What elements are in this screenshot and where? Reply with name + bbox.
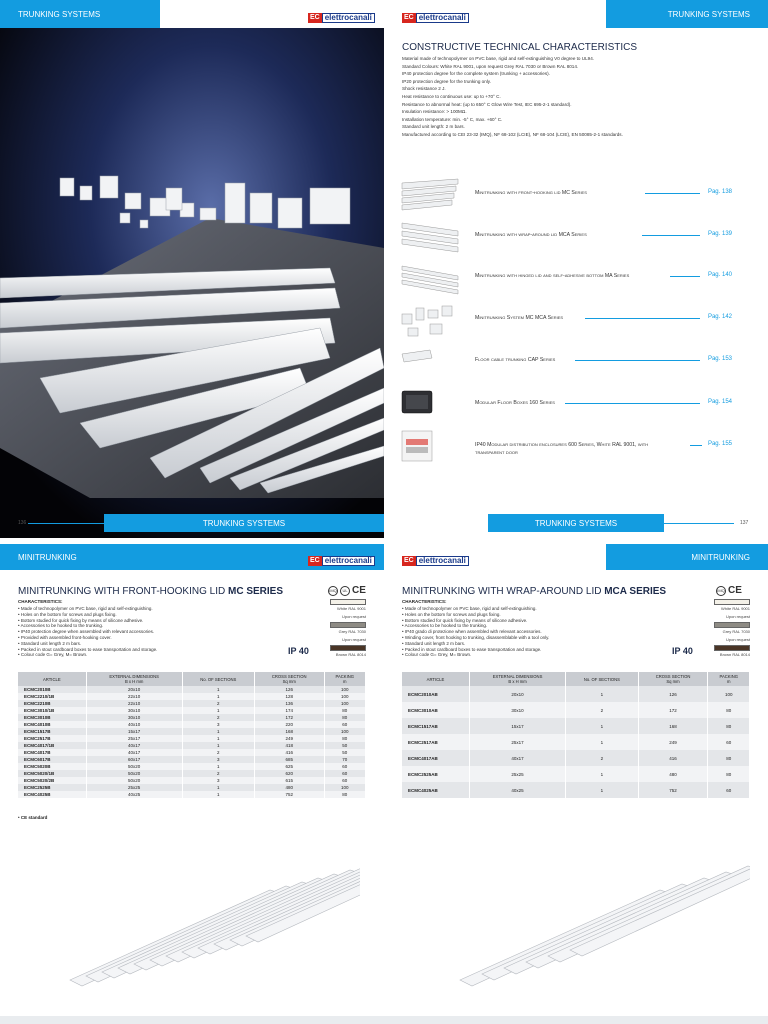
colour-swatch-grey	[330, 622, 366, 628]
ce-mark-icon: CE	[352, 585, 366, 596]
table-cell: 50	[324, 749, 365, 756]
mc-series-thumbnail	[400, 175, 462, 215]
table-cell: 40x25	[86, 791, 182, 798]
swatch-label: White RAL 9001	[721, 606, 750, 611]
ma-series-thumbnail	[400, 258, 462, 298]
table-cell: 80	[324, 791, 365, 798]
logo-mark: EC	[404, 14, 414, 21]
footnote: • CE standard	[18, 815, 48, 820]
table-cell: 174	[254, 707, 324, 714]
header-title: MINITRUNKING	[18, 552, 77, 562]
table-cell: 80	[708, 750, 750, 766]
title-series: MCA SERIES	[604, 586, 667, 597]
table-cell: 20x10	[469, 686, 565, 702]
ip-rating: IP 40	[672, 646, 693, 656]
table-row	[402, 750, 750, 766]
series-page: Pag. 153	[707, 356, 732, 362]
mca-trunking-illustration	[450, 830, 750, 1010]
brand-logo	[308, 13, 375, 23]
article-code: ECMC4017B	[18, 749, 86, 756]
list-item: • Colour code G= Grey, M= Brown.	[402, 652, 472, 658]
table-cell: 1	[566, 718, 638, 734]
table-row	[18, 763, 366, 770]
series-page: Pag. 154	[707, 399, 732, 405]
article-code: ECMC2517B	[18, 735, 86, 742]
series-page: Pag. 155	[707, 441, 732, 447]
article-code: ECMC3010/1B	[18, 707, 86, 714]
table-cell: 30x10	[86, 714, 182, 721]
swatch-label: Brown RAL 8014	[335, 652, 366, 657]
column-header: PACKING m	[324, 672, 365, 686]
series-label: IP40 Modular distribution enclosures 600 Series, White RAL 9001, with transparent door	[475, 442, 649, 456]
table-cell: 249	[254, 735, 324, 742]
table-cell: 15x17	[469, 718, 565, 734]
floor-trunking-thumbnail	[400, 342, 462, 382]
table-header-row	[402, 672, 750, 686]
footer-label: TRUNKING SYSTEMS	[534, 518, 618, 528]
table-cell: 25x17	[86, 735, 182, 742]
table-cell: 2	[182, 714, 254, 721]
list-item: • Made of technopolymer on PVC base, rigid and self-extinguishing.	[18, 606, 153, 611]
table-cell: 100	[324, 686, 365, 693]
leader-line	[642, 235, 700, 236]
table-cell: 480	[638, 766, 708, 782]
tech-characteristics-title: CONSTRUCTIVE TECHNICAL CHARACTERISTICS	[402, 42, 638, 53]
article-code: ECMC2525B	[18, 784, 86, 791]
list-item: • Standard unit length 2 m bars.	[18, 640, 82, 646]
series-label: Modular Floor Boxes 160 Series	[475, 400, 555, 406]
article-code: ECMC1517B	[18, 728, 86, 735]
series-page: Pag. 139	[707, 231, 732, 237]
table-cell: 1	[182, 693, 254, 700]
series-label: Minitrunking with front-hooking lid MC Series	[475, 190, 587, 196]
title-series: MC SERIES	[228, 586, 284, 597]
article-code: ECMC4010B	[18, 721, 86, 728]
tech-line: Installation temperature: min. -5° C, max. +60° C.	[402, 116, 503, 122]
ip-rating: IP 40	[288, 646, 309, 656]
list-item: • Packed in stout cardboard boxes to ease transportation and storage.	[402, 646, 542, 652]
table-row	[402, 718, 750, 734]
column-header: No. OF SECTIONS	[566, 672, 638, 686]
swatch-label: Upon request	[725, 637, 750, 642]
logo-name: elettrocanali	[416, 13, 469, 23]
table-row	[18, 735, 366, 742]
series-link-floor-boxes[interactable]	[400, 385, 750, 425]
table-header-row	[18, 672, 366, 686]
table-cell: 80	[708, 766, 750, 782]
table-cell: 30x10	[86, 707, 182, 714]
table-cell: 1	[182, 742, 254, 749]
table-cell: 3	[182, 721, 254, 728]
table-row	[18, 700, 366, 707]
table-cell: 172	[638, 702, 708, 718]
footer-bar-top-left	[104, 514, 384, 532]
certification-marks	[328, 586, 366, 596]
mca-spec-table	[402, 672, 750, 798]
article-code: ECMC5020B	[18, 763, 86, 770]
table-cell: 80	[324, 714, 365, 721]
series-link-mca[interactable]	[400, 217, 750, 257]
table-row	[18, 714, 366, 721]
article-code: ECMC4025AB	[402, 782, 469, 798]
title-text: MINITRUNKING WITH WRAP-AROUND LID	[402, 586, 605, 597]
list-item: • IP40 protection degree when assembled with relevant accessories.	[18, 629, 155, 635]
table-cell: 60	[324, 763, 365, 770]
table-cell: 70	[324, 756, 365, 763]
characteristics-heading: CHARACTERISTICS:	[402, 599, 447, 604]
swatch-label: Upon request	[341, 637, 366, 642]
table-cell: 80	[708, 702, 750, 718]
certification-marks	[716, 586, 742, 596]
imq-mark-icon: IMQ	[716, 586, 726, 596]
brand-logo-right	[402, 13, 469, 23]
table-row	[18, 728, 366, 735]
table-cell: 25x17	[469, 734, 565, 750]
table-cell: 620	[254, 770, 324, 777]
series-page: Pag. 138	[707, 189, 732, 195]
table-cell: 1	[182, 707, 254, 714]
table-cell: 40x17	[469, 750, 565, 766]
accessories-thumbnail	[400, 300, 462, 340]
tech-line: Material made of technopolymer on PVC base, rigid and self-extinguishing V0 degree to UL94.	[402, 56, 595, 61]
tech-line: Standard unit length: 2 m bars.	[402, 124, 465, 130]
table-cell: 80	[324, 735, 365, 742]
table-cell: 752	[254, 791, 324, 798]
table-cell: 1	[182, 686, 254, 693]
table-cell: 752	[638, 782, 708, 798]
tech-characteristics-text	[402, 55, 752, 139]
brand-logo-mca	[402, 556, 469, 566]
page-number-right: 137	[740, 520, 749, 526]
swatch-label: Brown RAL 8014	[719, 652, 750, 657]
header-bar-top-right	[606, 0, 768, 28]
series-link-mc[interactable]	[400, 175, 750, 215]
article-code: ECMC3010B	[18, 714, 86, 721]
column-header: CROSS SECTION Sq mm	[638, 672, 708, 686]
table-cell: 25x25	[469, 766, 565, 782]
mc-spec-table	[18, 672, 366, 798]
tech-line: Insulation resistance: > 100MΩ.	[402, 109, 467, 115]
table-cell: 220	[254, 721, 324, 728]
table-cell: 1	[182, 763, 254, 770]
table-cell: 168	[638, 718, 708, 734]
page-number-left: 136	[18, 520, 27, 526]
bottom-strip	[0, 1016, 768, 1024]
table-cell: 20x10	[86, 686, 182, 693]
article-code: ECMC4017/1B	[18, 742, 86, 749]
list-item: • Provided with assembled front-hooking cover.	[18, 634, 112, 640]
article-code: ECMC2517AB	[402, 734, 469, 750]
table-cell: 25x25	[86, 784, 182, 791]
table-cell: 40x17	[86, 742, 182, 749]
table-row	[402, 782, 750, 798]
column-header: CROSS SECTION Sq mm	[254, 672, 324, 686]
table-cell: 100	[324, 784, 365, 791]
leader-line	[670, 276, 700, 277]
table-row	[18, 777, 366, 784]
table-cell: 60	[324, 770, 365, 777]
header-bar-top-left	[0, 0, 160, 28]
imq-mark-icon: IMQ	[328, 586, 338, 596]
article-code: ECMC4017AB	[402, 750, 469, 766]
table-cell: 22x10	[86, 700, 182, 707]
logo-mark: EC	[310, 14, 320, 21]
footer-bar-top-right	[488, 514, 664, 532]
list-item: • IP40 grado di protezione when assembled with relevant accessories.	[402, 629, 542, 635]
header-title: TRUNKING SYSTEMS	[18, 9, 101, 19]
table-cell: 3	[182, 756, 254, 763]
table-cell: 100	[324, 728, 365, 735]
article-code: ECMC2210B	[18, 700, 86, 707]
table-cell: 50	[324, 742, 365, 749]
list-item: • Made of technopolymer on PVC base, rigid and self-extinguishing.	[402, 606, 537, 611]
table-cell: 40x17	[86, 749, 182, 756]
list-item: • Winding cover, front hooking to trunking, disassemblable with a tool only.	[402, 634, 550, 640]
footer-rule-right	[664, 523, 734, 524]
table-cell: 172	[254, 714, 324, 721]
table-cell: 685	[254, 756, 324, 763]
table-cell: 80	[324, 707, 365, 714]
colour-swatch-brown	[714, 645, 750, 651]
table-cell: 1	[182, 735, 254, 742]
table-cell: 1	[566, 686, 638, 702]
list-item: • Bottom studied for quick fixing by means of silicone adhesive.	[18, 617, 144, 623]
characteristics-list	[402, 606, 692, 658]
table-cell: 22x10	[86, 693, 182, 700]
leader-line	[585, 318, 700, 319]
table-cell: 168	[254, 728, 324, 735]
article-code: ECMC2210/1B	[18, 693, 86, 700]
swatch-label: Upon request	[341, 614, 366, 619]
characteristics-list	[18, 606, 298, 658]
column-header: EXTERNAL DIMENSIONS B x H mm	[469, 672, 565, 686]
swatch-label: Grey RAL 7030	[722, 629, 750, 634]
series-link-cap[interactable]	[400, 342, 750, 382]
table-cell: 100	[324, 693, 365, 700]
column-header: No. OF SECTIONS	[182, 672, 254, 686]
table-cell: 1	[566, 766, 638, 782]
series-label: Floor cable trunking CAP Series	[475, 357, 556, 363]
list-item: • Accessories to be hooked to the trunking.	[402, 623, 488, 629]
table-cell: 80	[708, 718, 750, 734]
mc-trunking-illustration	[60, 830, 360, 1010]
table-row	[402, 686, 750, 702]
swatch-label: Grey RAL 7030	[338, 629, 366, 634]
logo-name: elettrocanali	[322, 13, 375, 23]
swatch-label: Upon request	[725, 614, 750, 619]
tech-line: Standard Colours: White RAL 9001, upon request Grey RAL 7030 or Brown RAL 8014.	[402, 63, 579, 69]
table-cell: 40x10	[86, 721, 182, 728]
enclosure-thumbnail	[400, 427, 462, 467]
article-code: ECMC5020/2B	[18, 777, 86, 784]
table-cell: 40x25	[469, 782, 565, 798]
leader-line	[575, 360, 700, 361]
logo-name: elettrocanali	[322, 556, 375, 566]
logo-name: elettrocanali	[416, 556, 469, 566]
column-header: PACKING m	[708, 672, 750, 686]
tech-line: Resistance to abnormal heat: (up to 650° C Glow Wire Test, IEC 695-2-1 standard).	[402, 101, 572, 107]
table-cell: 126	[638, 686, 708, 702]
article-code: ECMC2010B	[18, 686, 86, 693]
trunking-product-photo	[0, 28, 384, 538]
list-item: • Bottom studied for quick fixing by means of silicone adhesive.	[402, 617, 528, 623]
table-cell: 126	[254, 686, 324, 693]
characteristics-heading: CHARACTERISTICS:	[18, 599, 63, 604]
table-row	[18, 756, 366, 763]
series-page: Pag. 142	[707, 314, 732, 320]
colour-swatch-white	[330, 599, 366, 605]
table-row	[18, 770, 366, 777]
footer-label: TRUNKING SYSTEMS	[202, 518, 286, 528]
table-cell: 128	[254, 693, 324, 700]
logo-mark: EC	[404, 557, 414, 564]
tech-line: Heat resistance to continuous use: up to +70° C.	[402, 93, 501, 99]
series-link-mc-mca-system[interactable]	[400, 300, 750, 340]
list-item: • Standard unit length 2 m bars.	[402, 640, 466, 646]
product-photo	[0, 28, 384, 538]
table-cell: 2	[182, 700, 254, 707]
table-cell: 480	[254, 784, 324, 791]
table-cell: 50x20	[86, 770, 182, 777]
table-cell: 15x17	[86, 728, 182, 735]
table-row	[18, 784, 366, 791]
table-row	[402, 702, 750, 718]
table-cell: 3	[182, 777, 254, 784]
table-cell: 136	[254, 700, 324, 707]
mca-series-thumbnail	[400, 217, 462, 257]
table-cell: 1	[182, 784, 254, 791]
column-header: ARTICLE	[18, 672, 86, 686]
list-item: • Holes on the bottom for screws and plugs fixing.	[402, 611, 501, 617]
table-cell: 60	[708, 782, 750, 798]
list-item: • Accessories to be hooked to the trunking.	[18, 623, 104, 629]
ul-mark-icon: UL	[340, 586, 350, 596]
ce-mark-icon: CE	[728, 585, 742, 596]
table-cell: 416	[638, 750, 708, 766]
table-cell: 60	[324, 721, 365, 728]
column-header: ARTICLE	[402, 672, 469, 686]
table-cell: 1	[182, 791, 254, 798]
colour-swatch-brown	[330, 645, 366, 651]
article-code: ECMC1517AB	[402, 718, 469, 734]
table-row	[402, 766, 750, 782]
table-row	[18, 693, 366, 700]
list-item: • Colour code G= Grey, M= Brown.	[18, 652, 88, 658]
tech-line: IP20 protection degree for the trunking only.	[402, 78, 492, 84]
tech-line: Shock resistance 2 J.	[402, 86, 446, 92]
article-code: ECMC6017B	[18, 756, 86, 763]
floor-box-thumbnail	[400, 385, 462, 425]
table-row	[18, 707, 366, 714]
series-link-enclosures[interactable]	[400, 427, 750, 467]
mca-section-title	[402, 586, 666, 597]
series-link-ma[interactable]	[400, 258, 750, 298]
table-cell: 60	[324, 777, 365, 784]
brand-logo-mc	[308, 556, 375, 566]
tech-line: IP40 protection degree for the complete system (trunking + accessories).	[402, 71, 550, 77]
series-page: Pag. 140	[707, 272, 732, 278]
article-code: ECMC2525AB	[402, 766, 469, 782]
colour-swatch-grey	[714, 622, 750, 628]
table-cell: 2	[566, 750, 638, 766]
table-cell: 50x20	[86, 763, 182, 770]
table-cell: 60	[708, 734, 750, 750]
table-cell: 2	[182, 749, 254, 756]
tech-line: Manufactured according to CEI 23-32 (IMQ), NF 68-102 (LCIE), NF 68-104 (LCIE), EN 50085-2-1 standards.	[402, 131, 623, 137]
list-item: • Holes on the bottom for screws and plugs fixing.	[18, 611, 117, 617]
table-cell: 418	[254, 742, 324, 749]
table-cell: 1	[182, 728, 254, 735]
table-row	[402, 734, 750, 750]
leader-line	[690, 445, 702, 446]
table-cell: 30x10	[469, 702, 565, 718]
mc-section-title	[18, 586, 283, 597]
table-row	[18, 749, 366, 756]
table-cell: 615	[254, 777, 324, 784]
colour-swatch-white	[714, 599, 750, 605]
table-row	[18, 686, 366, 693]
article-code: ECMC3010AB	[402, 702, 469, 718]
column-header: EXTERNAL DIMENSIONS B x H mm	[86, 672, 182, 686]
table-cell: 416	[254, 749, 324, 756]
article-code: ECMC4025B	[18, 791, 86, 798]
table-cell: 50x20	[86, 777, 182, 784]
series-label: Minitrunking System MC MCA Series	[475, 315, 564, 321]
header-bar-mca	[606, 544, 768, 570]
table-cell: 249	[638, 734, 708, 750]
swatch-label: White RAL 9001	[337, 606, 366, 611]
leader-line	[645, 193, 700, 194]
table-cell: 100	[708, 686, 750, 702]
table-row	[18, 791, 366, 798]
article-code: ECMC5020/1B	[18, 770, 86, 777]
footer-rule-left	[28, 523, 104, 524]
header-title: MINITRUNKING	[691, 552, 750, 562]
series-label: Minitrunking with hinged lid and self-adhesive bottom MA Series	[475, 273, 630, 279]
leader-line	[565, 403, 700, 404]
series-label: Minitrunking with wrap-around lid MCA Series	[475, 232, 587, 238]
table-row	[18, 742, 366, 749]
logo-mark: EC	[310, 557, 320, 564]
list-item: • Packed in stout cardboard boxes to ease transportation and storage.	[18, 646, 158, 652]
table-cell: 2	[566, 702, 638, 718]
table-cell: 2	[182, 770, 254, 777]
header-title: TRUNKING SYSTEMS	[667, 9, 750, 19]
table-row	[18, 721, 366, 728]
table-cell: 1	[566, 782, 638, 798]
table-cell: 625	[254, 763, 324, 770]
table-cell: 60x17	[86, 756, 182, 763]
table-cell: 1	[566, 734, 638, 750]
table-cell: 100	[324, 700, 365, 707]
article-code: ECMC2010AB	[402, 686, 469, 702]
title-text: MINITRUNKING WITH FRONT-HOOKING LID	[18, 586, 228, 597]
